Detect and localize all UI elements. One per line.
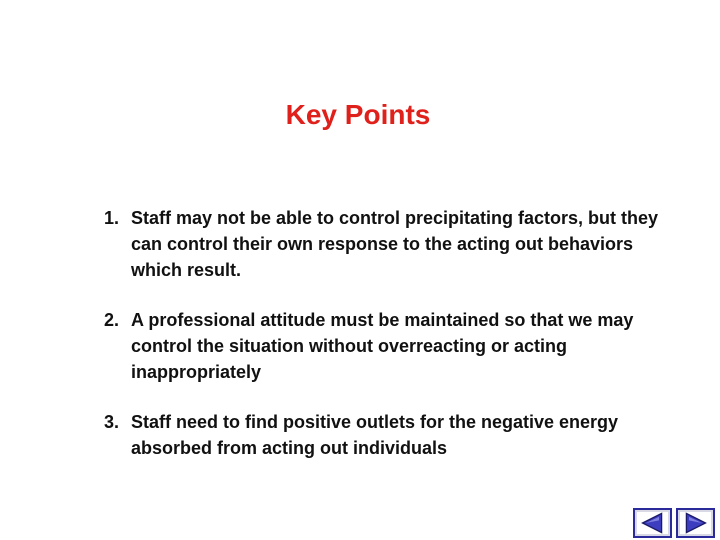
slide-title: Key Points [285, 99, 431, 130]
list-item [104, 205, 664, 283]
list-item [104, 307, 664, 385]
previous-slide-button[interactable] [633, 508, 672, 538]
list-item-number: 1. [104, 208, 120, 228]
list-item-number: 3. [104, 412, 120, 432]
list-item [104, 409, 664, 461]
triangle-right-icon [678, 510, 713, 536]
key-points-list [104, 205, 664, 485]
triangle-left-icon [635, 510, 670, 536]
list-item-number: 2. [104, 310, 120, 330]
list-item-text: Staff may not be able to control precipitating factors, but they can control their own response to the acting out behaviors which result. [131, 208, 659, 280]
slide-navigation [633, 508, 715, 538]
next-slide-button[interactable] [676, 508, 715, 538]
list-item-text: Staff need to find positive outlets for the negative energy absorbed from acting out individuals [131, 412, 619, 458]
list-item-text: A professional attitude must be maintained so that we may control the situation without overreacting or acting inappropriately [131, 310, 634, 382]
